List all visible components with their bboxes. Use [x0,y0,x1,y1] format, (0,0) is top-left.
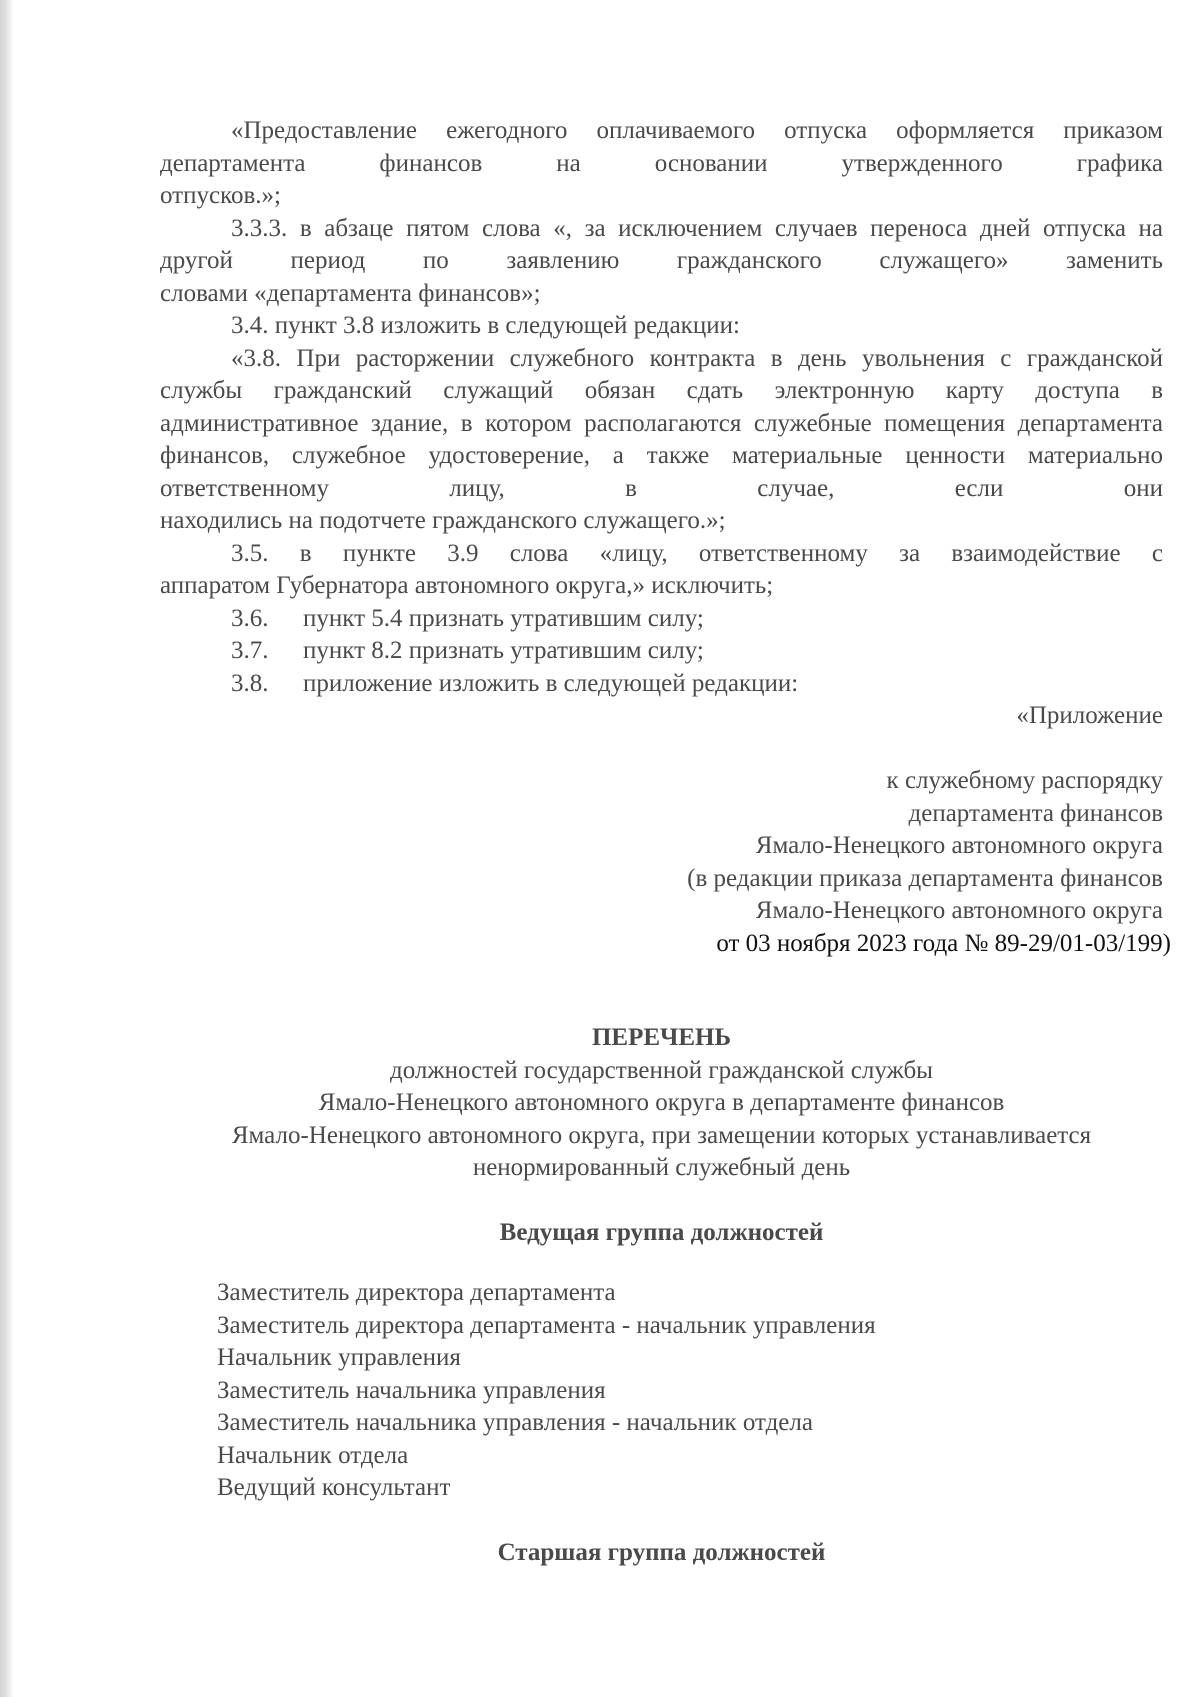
position-item: Заместитель директора департамента - начальник управления [217,1311,876,1339]
position-item: Заместитель директора департамента [217,1279,616,1306]
paragraph-3-3-3-end: словами «департамента финансов»; [160,279,541,307]
appendix-date: от 03 ноября 2023 года № 89-29/01-03/199) [716,929,1171,957]
item-number: 3.6. [231,604,269,632]
appendix-line: (в редакции приказа департамента финансов [687,864,1163,892]
position-item: Ведущий консультант [217,1474,451,1501]
item-text: приложение изложить в следующей редакции: [303,669,799,697]
position-item: Начальник отдела [217,1441,409,1469]
appendix-line: Ямало-Ненецкого автономного округа [755,832,1163,859]
paragraph-vacation-order: «Предоставление ежегодного оплачиваемого отпуска оформляется приказом департамента финансов на основании утвержденного графика [160,117,1163,177]
position-item: Заместитель начальника управления - начальник отдела [217,1409,813,1436]
document-page [160,115,1171,1569]
paragraph-3-5-end: аппаратом Губернатора автономного округа,» исключить; [160,572,774,599]
appendix-line: Ямало-Ненецкого автономного округа [755,897,1163,924]
item-number: 3.7. [231,637,269,664]
group-title-leading: Ведущая группа должностей [499,1218,824,1246]
list-item-3-7 [160,635,1163,668]
position-item: Начальник управления [217,1344,461,1371]
item-text: пункт 8.2 признать утратившим силу; [303,637,704,664]
paragraph-3-5: 3.5. в пункте 3.9 слова «лицу, ответственному за взаимодействие с [231,539,1163,567]
list-subtitle-line: ненормированный служебный день [472,1154,851,1181]
paragraph-3-8-text: «3.8. При расторжении служебного контракта в день увольнения с гражданской службы гражданский служащий обязан сдать электронную карту доступа в административное здание, в котором располагаются служебные помещения департамента финансов, служебное удостоверение, а также материальные ценности материально ответственному лицу, в случае, если они [160,344,1163,502]
appendix-line: департамента финансов [908,799,1163,827]
scan-left-edge-shadow [0,0,14,1697]
paragraph-3-8-text-end: находились на подотчете гражданского служащего.»; [160,507,726,534]
list-title: ПЕРЕЧЕНЬ [591,1024,732,1051]
list-subtitle-line: Ямало-Ненецкого автономного округа в департаменте финансов [318,1089,1005,1116]
appendix-title: «Приложение [1016,702,1163,729]
item-number: 3.8. [231,669,269,697]
item-text: пункт 5.4 признать утратившим силу; [303,604,704,632]
list-subtitle-line: Ямало-Ненецкого автономного округа, при замещении которых устанавливается [231,1121,1092,1149]
group-title-senior: Старшая группа должностей [497,1538,826,1566]
paragraph-3-4: 3.4. пункт 3.8 изложить в следующей редакции: [231,312,740,339]
position-item: Заместитель начальника управления [217,1376,606,1404]
list-subtitle-line: должностей государственной гражданской службы [390,1056,933,1084]
list-item-3-8 [160,668,1163,701]
paragraph-3-3-3: 3.3.3. в абзаце пятом слова «, за исключением случаев переноса дней отпуска на другой период по заявлению гражданского служащего» заменить [160,214,1163,274]
paragraph-vacation-order-end: отпусков.»; [160,182,281,209]
list-item-3-6 [160,603,1163,636]
appendix-line: к служебному распорядку [886,767,1163,794]
